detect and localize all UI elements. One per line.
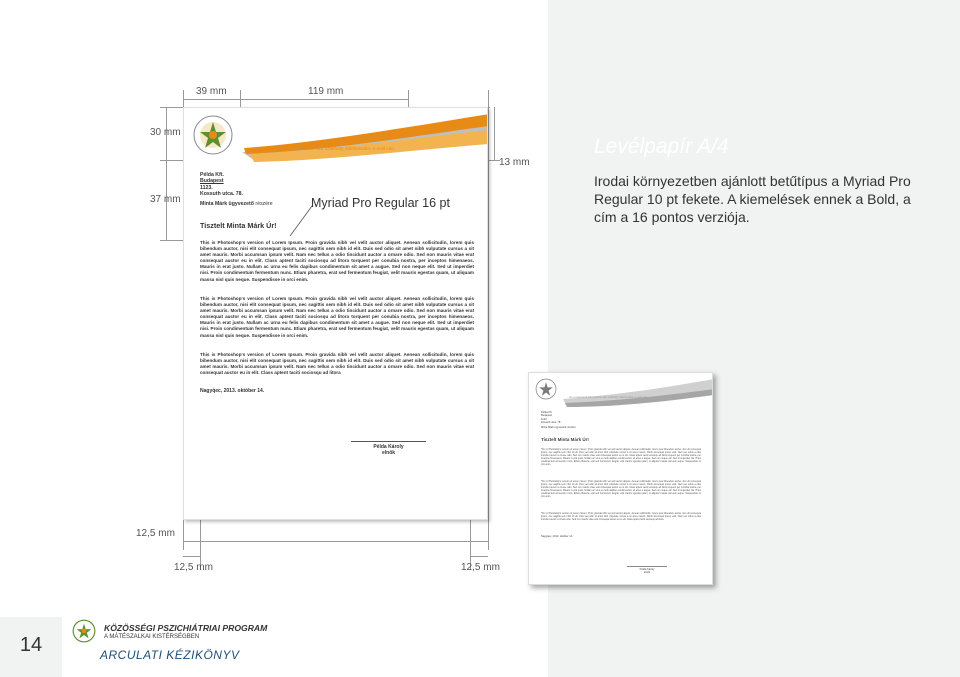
- mini-info-strip: Ide a kiegészítő információk: név, székhely, telefonszám, e-mail cím: [569, 396, 647, 399]
- dim-label-text-width: 119 mm: [308, 86, 344, 97]
- mini-address-recipient: [541, 426, 576, 429]
- signature-block: [351, 444, 426, 456]
- signer-name: Példa Károly: [373, 444, 404, 450]
- dim-line-bottom: [183, 541, 488, 542]
- mini-logo-icon: [535, 378, 557, 400]
- mini-address: [541, 411, 576, 429]
- mini-greeting: Tisztelt Minta Márk Úr!: [541, 437, 589, 442]
- recipient-suffix: részére: [253, 200, 273, 207]
- signature-line: [351, 441, 426, 442]
- dim-line-bottom-left: [183, 556, 200, 557]
- address-company: Példa Kft.: [200, 172, 224, 178]
- letter-greeting: Tisztelt Minta Márk Úr!: [200, 221, 277, 230]
- organization-logo-icon: [192, 114, 234, 156]
- mini-recipient-suffix: részére: [566, 426, 576, 430]
- address-recipient: [200, 201, 273, 207]
- mini-paragraph-1: This is Photoshop's version of Lorem Ipsum. Proin gravida nibh vel velit auctor aliquet. Aenean sollicitudin, lorem quis bibendum auctor, nisi elit consequat ipsum, nec sagittis sem nibh id elit. Duis sed odio sit amet nibh vulputate cursus a sit amet mauris. Morbi accumsan ipsum velit. Nam nec tellus a odio tincidunt auctor a ornare odio. Sed non mauris vitae erat consequat auctor eu in elit. Class aptent taciti sociosqu ad litora torquent per conubia nostra, per inceptos himenaeos. Mauris in erat justo. Nullam ac urna eu felis dapibus condimentum sit amet a augue. Sed non neque elit. Sed ut imperdiet nisi. Proin condimentum fermentum nunc. Etiam pharetra, erat sed fermentum feugiat, velit mauris egestas quam, ut aliquam massa nisl quis neque. Suspendisse in orci enim.: [541, 449, 701, 467]
- mini-signature-line: [627, 566, 667, 567]
- mini-date: Nagyq́ec, 2013. október 14.: [541, 535, 573, 538]
- letterhead-info-strip: Ide a kiegészítő információk: név, székhely, telefonszám, e-mail cím: [256, 146, 394, 151]
- dim-label-right-top: 13 mm: [499, 157, 530, 168]
- recipient-address-block: [200, 172, 273, 207]
- section-title: Levélpapír A/4: [594, 135, 729, 158]
- address-city: Budapest: [200, 178, 224, 185]
- footer-manual-title: ARCULATI KÉZIKÖNYV: [100, 648, 240, 662]
- dim-line-top: [183, 99, 408, 100]
- letter-paragraph-1: This is Photoshop's version of Lorem Ipsum. Proin gravida nibh vel velit auctor aliquet. Aenean sollicitudin, lorem quis bibendum auctor, nisi elit consequat ipsum, nec sagittis sem nibh id elit. Duis sed odio sit amet nibh vulputate cursus a sit amet mauris. Morbi accumsan ipsum velit. Nam nec tellus a odio tincidunt auctor a ornare odio. Sed non mauris vitae erat consequat auctor eu in elit. Class aptent taciti sociosqu ad litora torquent per conubia nostra, per inceptos himenaeos. Mauris in erat justo. Nullam ac urna eu felis dapibus condimentum sit amet a augue. Sed non neque elit. Sed ut imperdiet nisi. Proin condimentum fermentum nunc. Etiam pharetra, erat sed fermentum feugiat, velit mauris egestas quam, ut aliquam massa nisl quis neque. Suspendisse in orci enim.: [200, 240, 474, 282]
- mini-address-street: Kossuth utca. 78.: [541, 420, 562, 424]
- mini-address-zip: 1123.: [541, 417, 548, 421]
- mini-address-city: Budapest: [541, 414, 552, 418]
- letter-date: Nagyq́ec, 2013. október 14.: [200, 388, 265, 394]
- mini-signature-block: [627, 568, 667, 575]
- mini-paragraph-2: This is Photoshop's version of Lorem Ipsum. Proin gravida nibh vel velit auctor aliquet. Aenean sollicitudin, lorem quis bibendum auctor, nisi elit consequat ipsum, nec sagittis sem nibh id elit. Duis sed odio sit amet nibh vulputate cursus a sit amet mauris. Morbi accumsan ipsum velit. Nam nec tellus a odio tincidunt auctor a ornare odio. Sed non mauris vitae erat consequat auctor eu in elit. Class aptent taciti sociosqu ad litora torquent per conubia nostra, per inceptos himenaeos. Mauris in erat justo. Nullam ac urna eu felis dapibus condimentum sit amet a augue. Sed non neque elit. Sed ut imperdiet nisi. Proin condimentum fermentum nunc. Etiam pharetra, erat sed fermentum feugiat, velit mauris egestas quam, ut aliquam massa nisl quis neque. Suspendisse in orci enim.: [541, 481, 701, 499]
- mini-recipient-name: Minta Márk ügyvezető: [541, 426, 567, 430]
- dim-label-bottom: 12,5 mm: [136, 528, 175, 539]
- dim-label-address-block: 37 mm: [150, 194, 181, 205]
- mini-paragraph-3: This is Photoshop's version of Lorem Ipsum. Proin gravida nibh vel velit auctor aliquet. Aenean sollicitudin, lorem quis bibendum auctor, nisi elit consequat ipsum, nec sagittis sem nibh id elit. Duis sed odio sit amet nibh vulputate cursus a sit amet mauris. Morbi accumsan ipsum velit. Nam nec tellus a odio tincidunt auctor a ornare odio. Sed non mauris vitae erat consequat auctor eu in elit. Class aptent taciti sociosqu ad litora: [541, 513, 701, 522]
- dim-label-bottom-left: 12,5 mm: [174, 562, 213, 573]
- page-number: 14: [19, 634, 43, 656]
- address-zip: 1123.: [200, 184, 213, 191]
- dim-guide-right: [488, 90, 489, 550]
- footer-logo-icon: [72, 619, 96, 643]
- address-street: Kossuth utca. 78.: [200, 191, 243, 198]
- dim-label-top-header: 30 mm: [150, 127, 181, 138]
- letterhead-preview-small: [528, 372, 713, 585]
- footer-organization-name: KÖZÖSSÉGI PSZICHIÁTRIAI PROGRAM: [104, 623, 268, 633]
- mini-signer-role: elnök: [643, 571, 651, 575]
- dim-label-bottom-right: 12,5 mm: [461, 562, 500, 573]
- letter-paragraph-3: This is Photoshop's version of Lorem Ipsum. Proin gravida nibh vel velit auctor aliquet. Aenean sollicitudin, lorem quis bibendum auctor, nisi elit consequat ipsum, nec sagittis sem nibh id elit. Duis sed odio sit amet nibh vulputate cursus a sit amet mauris. Morbi accumsan ipsum velit. Nam nec tellus a odio tincidunt auctor a ornare odio. Sed non mauris vitae erat consequat auctor eu in elit. Class aptent taciti sociosqu ad litora: [200, 352, 474, 376]
- font-callout-label: Myriad Pro Regular 16 pt: [311, 196, 450, 210]
- mini-signer-name: Példa Károly: [639, 568, 655, 571]
- mini-address-company: Példa Kft.: [541, 411, 553, 414]
- recipient-name: Minta Márk ügyvezető: [200, 200, 254, 207]
- dim-line-bottom-right: [470, 556, 488, 557]
- dim-label-left-margin: 39 mm: [196, 86, 227, 97]
- letter-paragraph-2: This is Photoshop's version of Lorem Ipsum. Proin gravida nibh vel velit auctor aliquet. Aenean sollicitudin, lorem quis bibendum auctor, nisi elit consequat ipsum, nec sagittis sem nibh id elit. Duis sed odio sit amet nibh vulputate cursus a sit amet mauris. Morbi accumsan ipsum velit. Nam nec tellus a odio tincidunt auctor a ornare odio. Sed non mauris vitae erat consequat auctor eu in elit. Class aptent taciti sociosqu ad litora torquent per conubia nostra, per inceptos himenaeos. Mauris in erat justo. Nullam ac urna eu felis dapibus condimentum sit amet a augue. Sed non neque elit. Sed ut imperdiet nisi. Proin condimentum fermentum nunc. Etiam pharetra, erat sed fermentum feugiat, velit mauris egestas quam, ut aliquam massa nisl quis neque. Suspendisse in orci enim.: [200, 296, 474, 338]
- footer-organization-subtitle: A MÁTÉSZALKAI KISTÉRSÉGBEN: [104, 634, 200, 640]
- signer-role: elnök: [381, 450, 396, 456]
- letterhead-preview-large: [183, 107, 488, 520]
- section-description: Irodai környezetben ajánlott betűtípus a Myriad Pro Regular 10 pt fekete. A kiemelések ennek a Bold, a cím a 16 pontos verziója.: [594, 173, 911, 225]
- dim-line-right: [494, 107, 495, 160]
